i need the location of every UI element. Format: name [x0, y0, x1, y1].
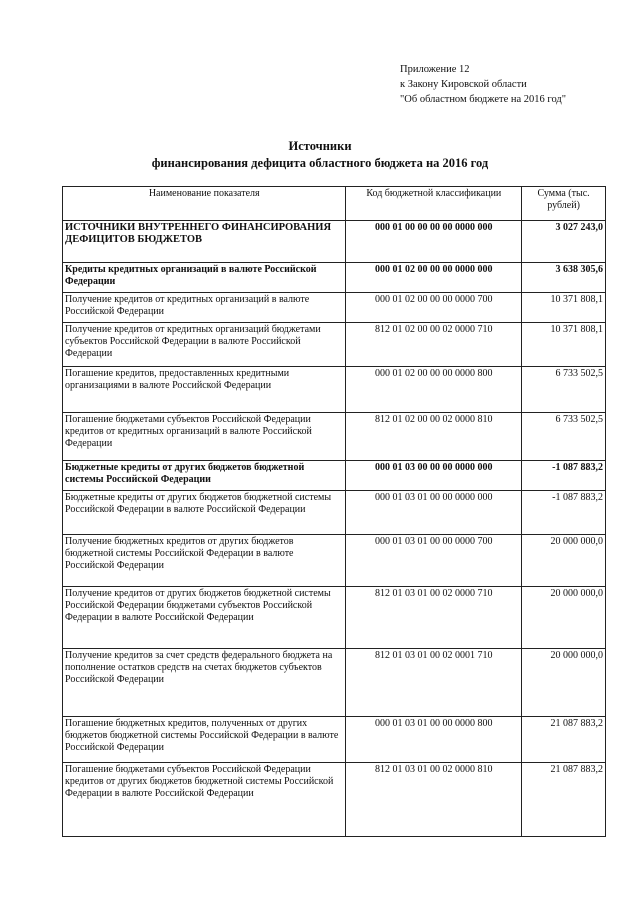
row-sum: -1 087 883,2	[522, 461, 606, 491]
row-sum: 20 000 000,0	[522, 587, 606, 649]
row-code: 000 01 02 00 00 00 0000 800	[346, 367, 522, 413]
appendix-line-3: "Об областном бюджете на 2016 год"	[400, 94, 567, 105]
table-row	[63, 221, 606, 263]
row-name: Получение кредитов от кредитных организаций в валюте Российской Федерации	[63, 293, 346, 323]
table-row	[63, 717, 606, 763]
row-code: 812 01 02 00 00 02 0000 710	[346, 323, 522, 367]
row-sum: 3 638 305,6	[522, 263, 606, 293]
row-sum: 6 733 502,5	[522, 413, 606, 461]
row-code: 000 01 02 00 00 00 0000 000	[346, 263, 522, 293]
row-code: 812 01 03 01 00 02 0001 710	[346, 649, 522, 717]
row-name: Погашение кредитов, предоставленных кредитными организациями в валюте Российской Федерации	[63, 367, 346, 413]
row-code: 000 01 03 01 00 00 0000 800	[346, 717, 522, 763]
row-sum: 21 087 883,2	[522, 717, 606, 763]
row-name: Бюджетные кредиты от других бюджетов бюджетной системы Российской Федерации в валюте Российской Федерации	[63, 491, 346, 535]
table-row	[63, 491, 606, 535]
header-code: Код бюджетной классификации	[346, 187, 522, 221]
row-sum: 10 371 808,1	[522, 293, 606, 323]
row-sum: 6 733 502,5	[522, 367, 606, 413]
row-name: Получение кредитов от других бюджетов бюджетной системы Российской Федерации бюджетами субъектов Российской Федерации в валюте Российской Федерации	[63, 587, 346, 649]
row-code: 000 01 02 00 00 00 0000 700	[346, 293, 522, 323]
table-row	[63, 323, 606, 367]
row-name: ИСТОЧНИКИ ВНУТРЕННЕГО ФИНАНСИРОВАНИЯ ДЕФИЦИТОВ БЮДЖЕТОВ	[63, 221, 346, 263]
table-row	[63, 263, 606, 293]
appendix-note	[400, 62, 566, 107]
row-name: Погашение бюджетами субъектов Российской Федерации кредитов от кредитных организаций в валюте Российской Федерации	[63, 413, 346, 461]
row-sum: 10 371 808,1	[522, 323, 606, 367]
table-row	[63, 587, 606, 649]
financing-sources-table	[62, 186, 606, 837]
row-sum: 3 027 243,0	[522, 221, 606, 263]
row-name: Кредиты кредитных организаций в валюте Российской Федерации	[63, 263, 346, 293]
appendix-line-2: к Закону Кировской области	[400, 79, 527, 90]
row-name: Получение кредитов от кредитных организаций бюджетами субъектов Российской Федерации в валюте Российской Федерации	[63, 323, 346, 367]
document-title	[0, 138, 640, 172]
row-code: 000 01 00 00 00 00 0000 000	[346, 221, 522, 263]
row-sum: -1 087 883,2	[522, 491, 606, 535]
row-name: Получение кредитов за счет средств федерального бюджета на пополнение остатков средств на счетах бюджетов субъектов Российской Федерации	[63, 649, 346, 717]
header-name: Наименование показателя	[63, 187, 346, 221]
table-row	[63, 461, 606, 491]
table-row	[63, 649, 606, 717]
table-row	[63, 535, 606, 587]
table-row	[63, 293, 606, 323]
table-row	[63, 763, 606, 837]
row-name: Получение бюджетных кредитов от других бюджетов бюджетной системы Российской Федерации в валюте Российской Федерации	[63, 535, 346, 587]
row-code: 812 01 02 00 00 02 0000 810	[346, 413, 522, 461]
row-code: 812 01 03 01 00 02 0000 710	[346, 587, 522, 649]
row-sum: 20 000 000,0	[522, 535, 606, 587]
row-name: Бюджетные кредиты от других бюджетов бюджетной системы Российской Федерации	[63, 461, 346, 491]
table-row	[63, 413, 606, 461]
row-name: Погашение бюджетных кредитов, полученных от других бюджетов бюджетной системы Российской Федерации в валюте Российской Федерации	[63, 717, 346, 763]
row-code: 000 01 03 01 00 00 0000 700	[346, 535, 522, 587]
row-name: Погашение бюджетами субъектов Российской Федерации кредитов от других бюджетов бюджетной системы Российской Федерации в валюте Российской Федерации	[63, 763, 346, 837]
title-line-2: финансирования дефицита областного бюджета на 2016 год	[151, 156, 489, 170]
table-row	[63, 367, 606, 413]
header-sum: Сумма (тыс. рублей)	[522, 187, 606, 221]
title-line-1: Источники	[288, 139, 352, 153]
row-code: 000 01 03 00 00 00 0000 000	[346, 461, 522, 491]
row-code: 000 01 03 01 00 00 0000 000	[346, 491, 522, 535]
table-header-row	[63, 187, 606, 221]
appendix-line-1: Приложение 12	[400, 64, 470, 75]
row-code: 812 01 03 01 00 02 0000 810	[346, 763, 522, 837]
row-sum: 21 087 883,2	[522, 763, 606, 837]
row-sum: 20 000 000,0	[522, 649, 606, 717]
